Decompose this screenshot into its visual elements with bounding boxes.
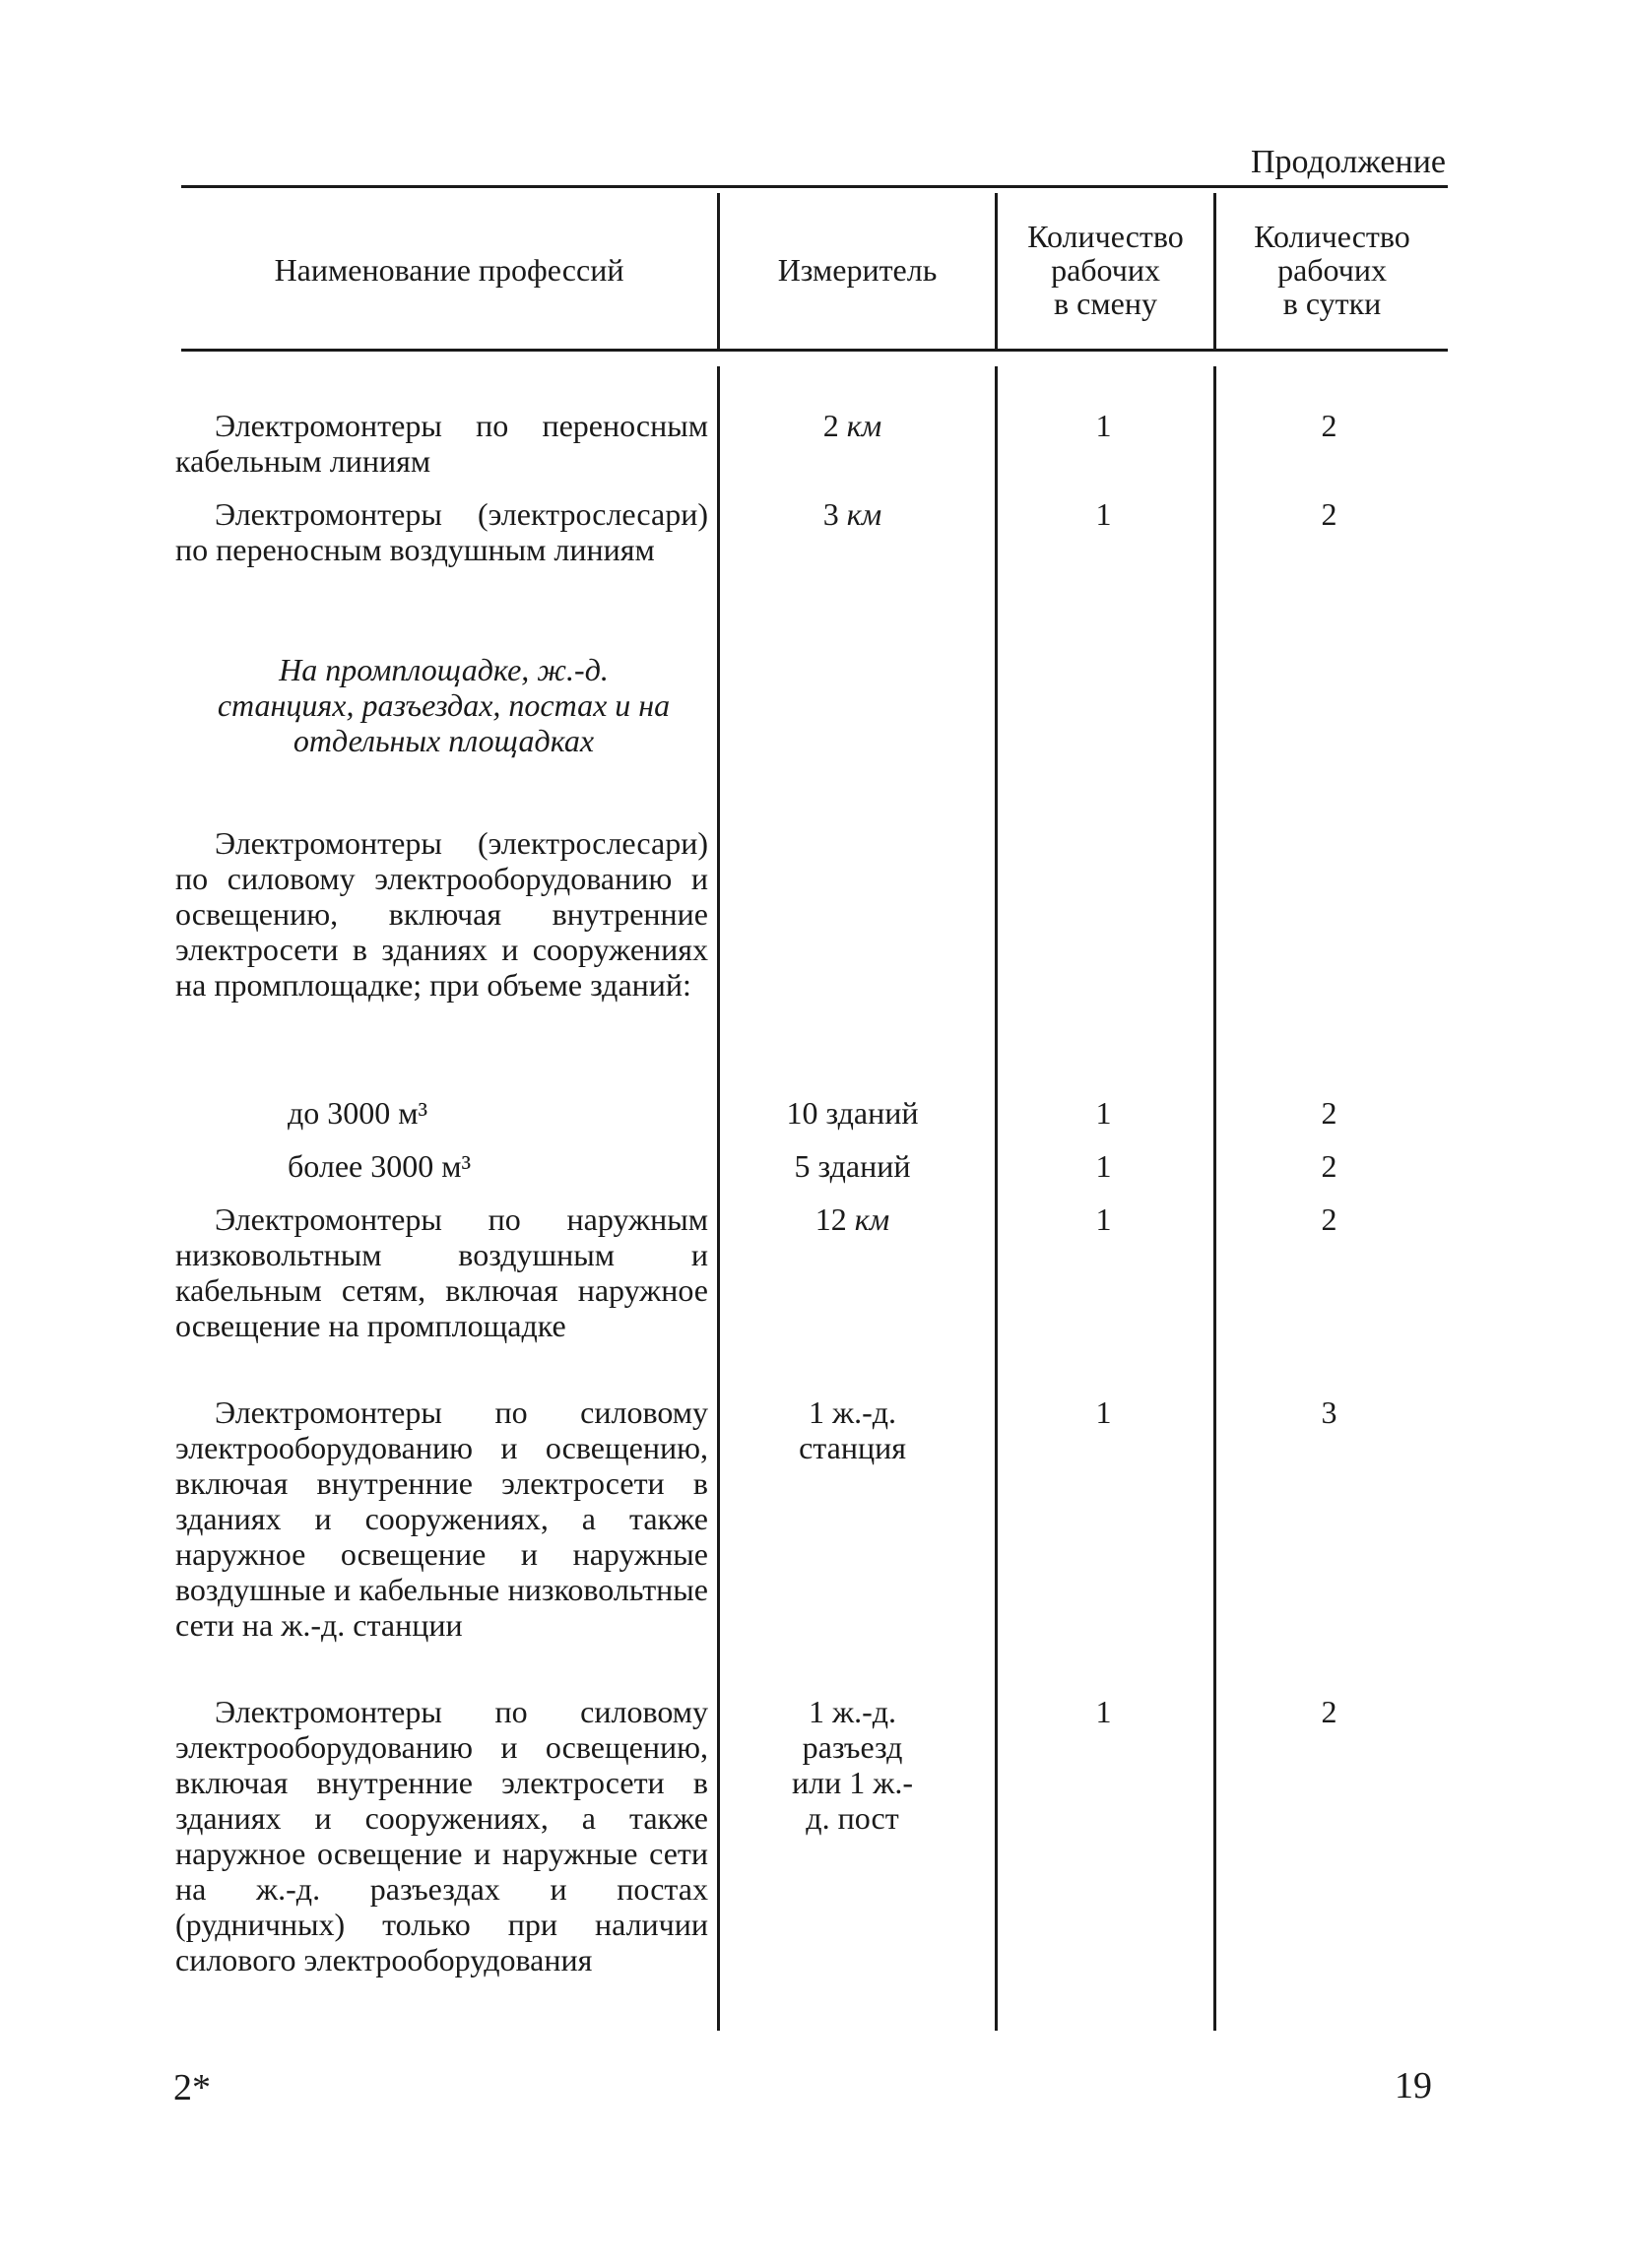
profession-name: Электромонтеры по переносным кабельным линиям (175, 408, 708, 479)
measure-value: 1 ж.-д. разъезд или 1 ж.-д. пост (792, 1694, 913, 1836)
day-count: 2 (1321, 1694, 1337, 1729)
continuation-label: Продолжение (1250, 144, 1446, 180)
header-per-day-line: рабочих (1277, 252, 1387, 288)
measure-value (712, 825, 993, 1003)
shift-count: 1 (1095, 496, 1112, 532)
table-row (175, 825, 1444, 1003)
shift-count: 1 (1095, 1394, 1112, 1430)
shift-count: 1 (1095, 408, 1112, 443)
table-row (175, 1095, 1444, 1131)
shift-count: 1 (1095, 1148, 1112, 1184)
day-count: 3 (1321, 1394, 1337, 1430)
section-heading: На промплощадке, ж.-д. станциях, разъездах, постах и на отдельных площадках (217, 652, 671, 758)
table-row (175, 1148, 1444, 1184)
shift-count: 1 (1095, 1201, 1112, 1237)
day-count: 2 (1321, 1201, 1337, 1237)
measure-value: 5 зданий (794, 1148, 911, 1184)
measure-value: 3 км (822, 496, 882, 532)
day-count: 2 (1321, 496, 1337, 532)
profession-name: Электромонтеры по силовому электрооборудованию и освещению, включая внутренние электросети в зданиях и сооружениях, а также наружное освещение и наружные сети на ж.-д. разъездах и постах (рудничных) только при наличии силового электрооборудования (175, 1694, 708, 1977)
measure-value: 2 км (822, 408, 882, 443)
header-per-shift-line: в смену (1054, 286, 1157, 321)
day-count: 2 (1321, 1095, 1337, 1131)
day-count: 2 (1321, 408, 1337, 443)
header-per-shift-line: рабочих (1051, 252, 1160, 288)
header-measure-text: Измеритель (777, 252, 938, 288)
table-top-rule (181, 185, 1448, 188)
header-profession-text: Наименование профессий (274, 252, 624, 288)
day-count (1214, 825, 1444, 1003)
shift-count: 1 (1095, 1095, 1112, 1131)
sub-item-label: более 3000 м³ (288, 1148, 472, 1184)
header-per-shift-line: Количество (1027, 219, 1184, 254)
header-per-shift (998, 193, 1213, 347)
measure-value: 12 км (814, 1201, 890, 1237)
table-row (175, 1694, 1444, 1977)
shift-count (993, 825, 1214, 1003)
header-per-day-line: Количество (1254, 219, 1410, 254)
page-number: 19 (1395, 2065, 1432, 2106)
sub-item-label: до 3000 м³ (288, 1095, 428, 1131)
day-count: 2 (1321, 1148, 1337, 1184)
unit-km: км (846, 408, 882, 443)
unit-km: км (854, 1201, 890, 1237)
table-row (175, 496, 1444, 567)
profession-name: Электромонтеры по наружным низковольтным воздушным и кабельным сетям, включая наружное освещение на промплощадке (175, 1201, 708, 1343)
signature-mark: 2* (173, 2067, 211, 2108)
profession-name: Электромонтеры по силовому электрооборудованию и освещению, включая внутренние электросети в зданиях и сооружениях, а также наружное освещение и наружные воздушные и кабельные низковольтные сети на ж.-д. станции (175, 1394, 708, 1643)
header-profession (181, 193, 717, 347)
header-bottom-rule (181, 349, 1448, 352)
profession-name: Электромонтеры (электрослесари) по силовому электрооборудованию и освещению, включая внутренние электросети в зданиях и сооружениях на промплощадке; при объеме зданий: (175, 825, 708, 1003)
table-row (175, 1394, 1444, 1643)
measure-value: 1 ж.-д. станция (799, 1394, 906, 1465)
measure-value: 10 зданий (786, 1095, 919, 1131)
table-row (175, 1201, 1444, 1343)
profession-name: Электромонтеры (электрослесари) по переносным воздушным линиям (175, 496, 708, 567)
table-row (175, 408, 1444, 479)
header-per-day-line: в сутки (1282, 286, 1382, 321)
unit-km: км (846, 496, 882, 532)
header-per-day (1216, 193, 1448, 347)
shift-count: 1 (1095, 1694, 1112, 1729)
section-heading-row (175, 652, 1444, 758)
header-measure (720, 193, 995, 347)
